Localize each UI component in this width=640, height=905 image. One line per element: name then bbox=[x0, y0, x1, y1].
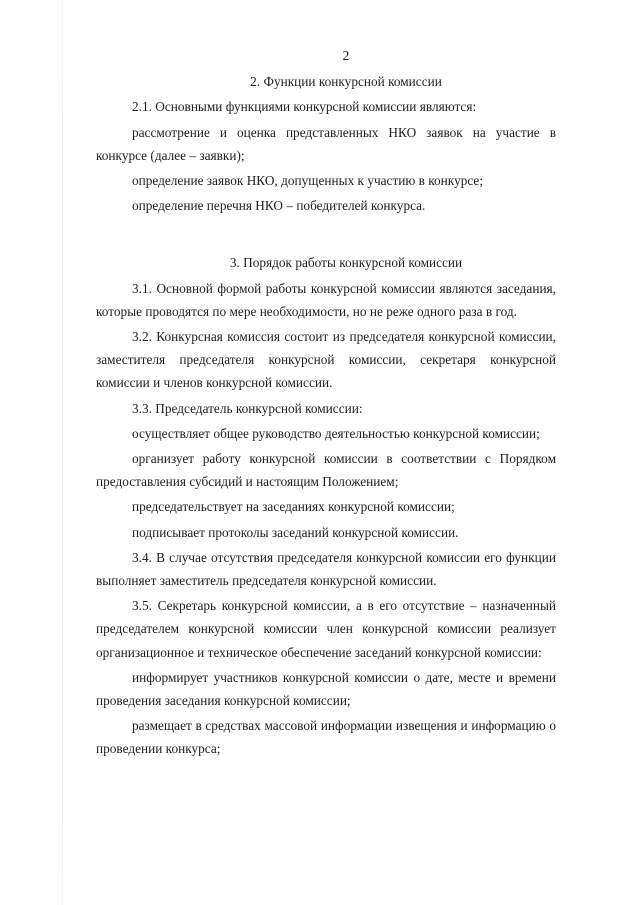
section-2-heading: 2. Функции конкурсной комиссии bbox=[250, 74, 442, 90]
section-3-paragraph: подписывает протоколы заседаний конкурсной комиссии. bbox=[132, 524, 459, 540]
scan-edge-line bbox=[62, 0, 63, 905]
section-3-paragraph: 3.3. Председатель конкурсной комиссии: bbox=[132, 400, 363, 416]
section-2-paragraph: определение заявок НКО, допущенных к участию в конкурсе; bbox=[132, 173, 484, 189]
section-3-paragraph: организует работу конкурсной комиссии в соответствии с Порядком предоставления субсидий и настоящим Положением; bbox=[96, 451, 556, 490]
section-2-paragraph: определение перечня НКО – победителей конкурса. bbox=[132, 198, 426, 214]
section-3-paragraph: 3.4. В случае отсутствия председателя конкурсной комиссии его функции выполняет заместитель председателя конкурсной комиссии. bbox=[96, 549, 556, 589]
section-3-paragraph: 3.5. Секретарь конкурсной комиссии, а в его отсутствие – назначенный председателем конкурсной комиссии член конкурсной комиссии реализует организационное и техническое обеспечение заседаний конкурсной комиссии: bbox=[96, 598, 556, 660]
document-body bbox=[96, 44, 556, 761]
section-3-paragraph: 3.1. Основной формой работы конкурсной комиссии являются заседания, которые проводятся по мере необходимости, но не реже одного раза в год. bbox=[96, 280, 556, 319]
section-2-paragraph: 2.1. Основными функциями конкурсной комиссии являются: bbox=[132, 99, 477, 115]
section-3-paragraph: информирует участников конкурсной комиссии о дате, месте и времени проведения заседания конкурсной комиссии; bbox=[96, 669, 556, 709]
section-3-paragraph: председательствует на заседаниях конкурсной комиссии; bbox=[132, 499, 455, 515]
page-number: 2 bbox=[342, 48, 350, 63]
section-3-paragraph: размещает в средствах массовой информации извещения и информацию о проведении конкурса; bbox=[96, 718, 556, 757]
section-3-heading: 3. Порядок работы конкурсной комиссии bbox=[229, 255, 463, 271]
section-3-paragraph: 3.2. Конкурсная комиссия состоит из председателя конкурсной комиссии, заместителя председателя конкурсной комиссии, секретаря конкурсной комиссии и членов конкурсной комиссии. bbox=[96, 329, 556, 391]
section-3-paragraph: осуществляет общее руководство деятельностью конкурсной комиссии; bbox=[132, 425, 540, 441]
section-2-paragraph: рассмотрение и оценка представленных НКО заявок на участие в конкурсе (далее – заявки); bbox=[96, 124, 556, 163]
